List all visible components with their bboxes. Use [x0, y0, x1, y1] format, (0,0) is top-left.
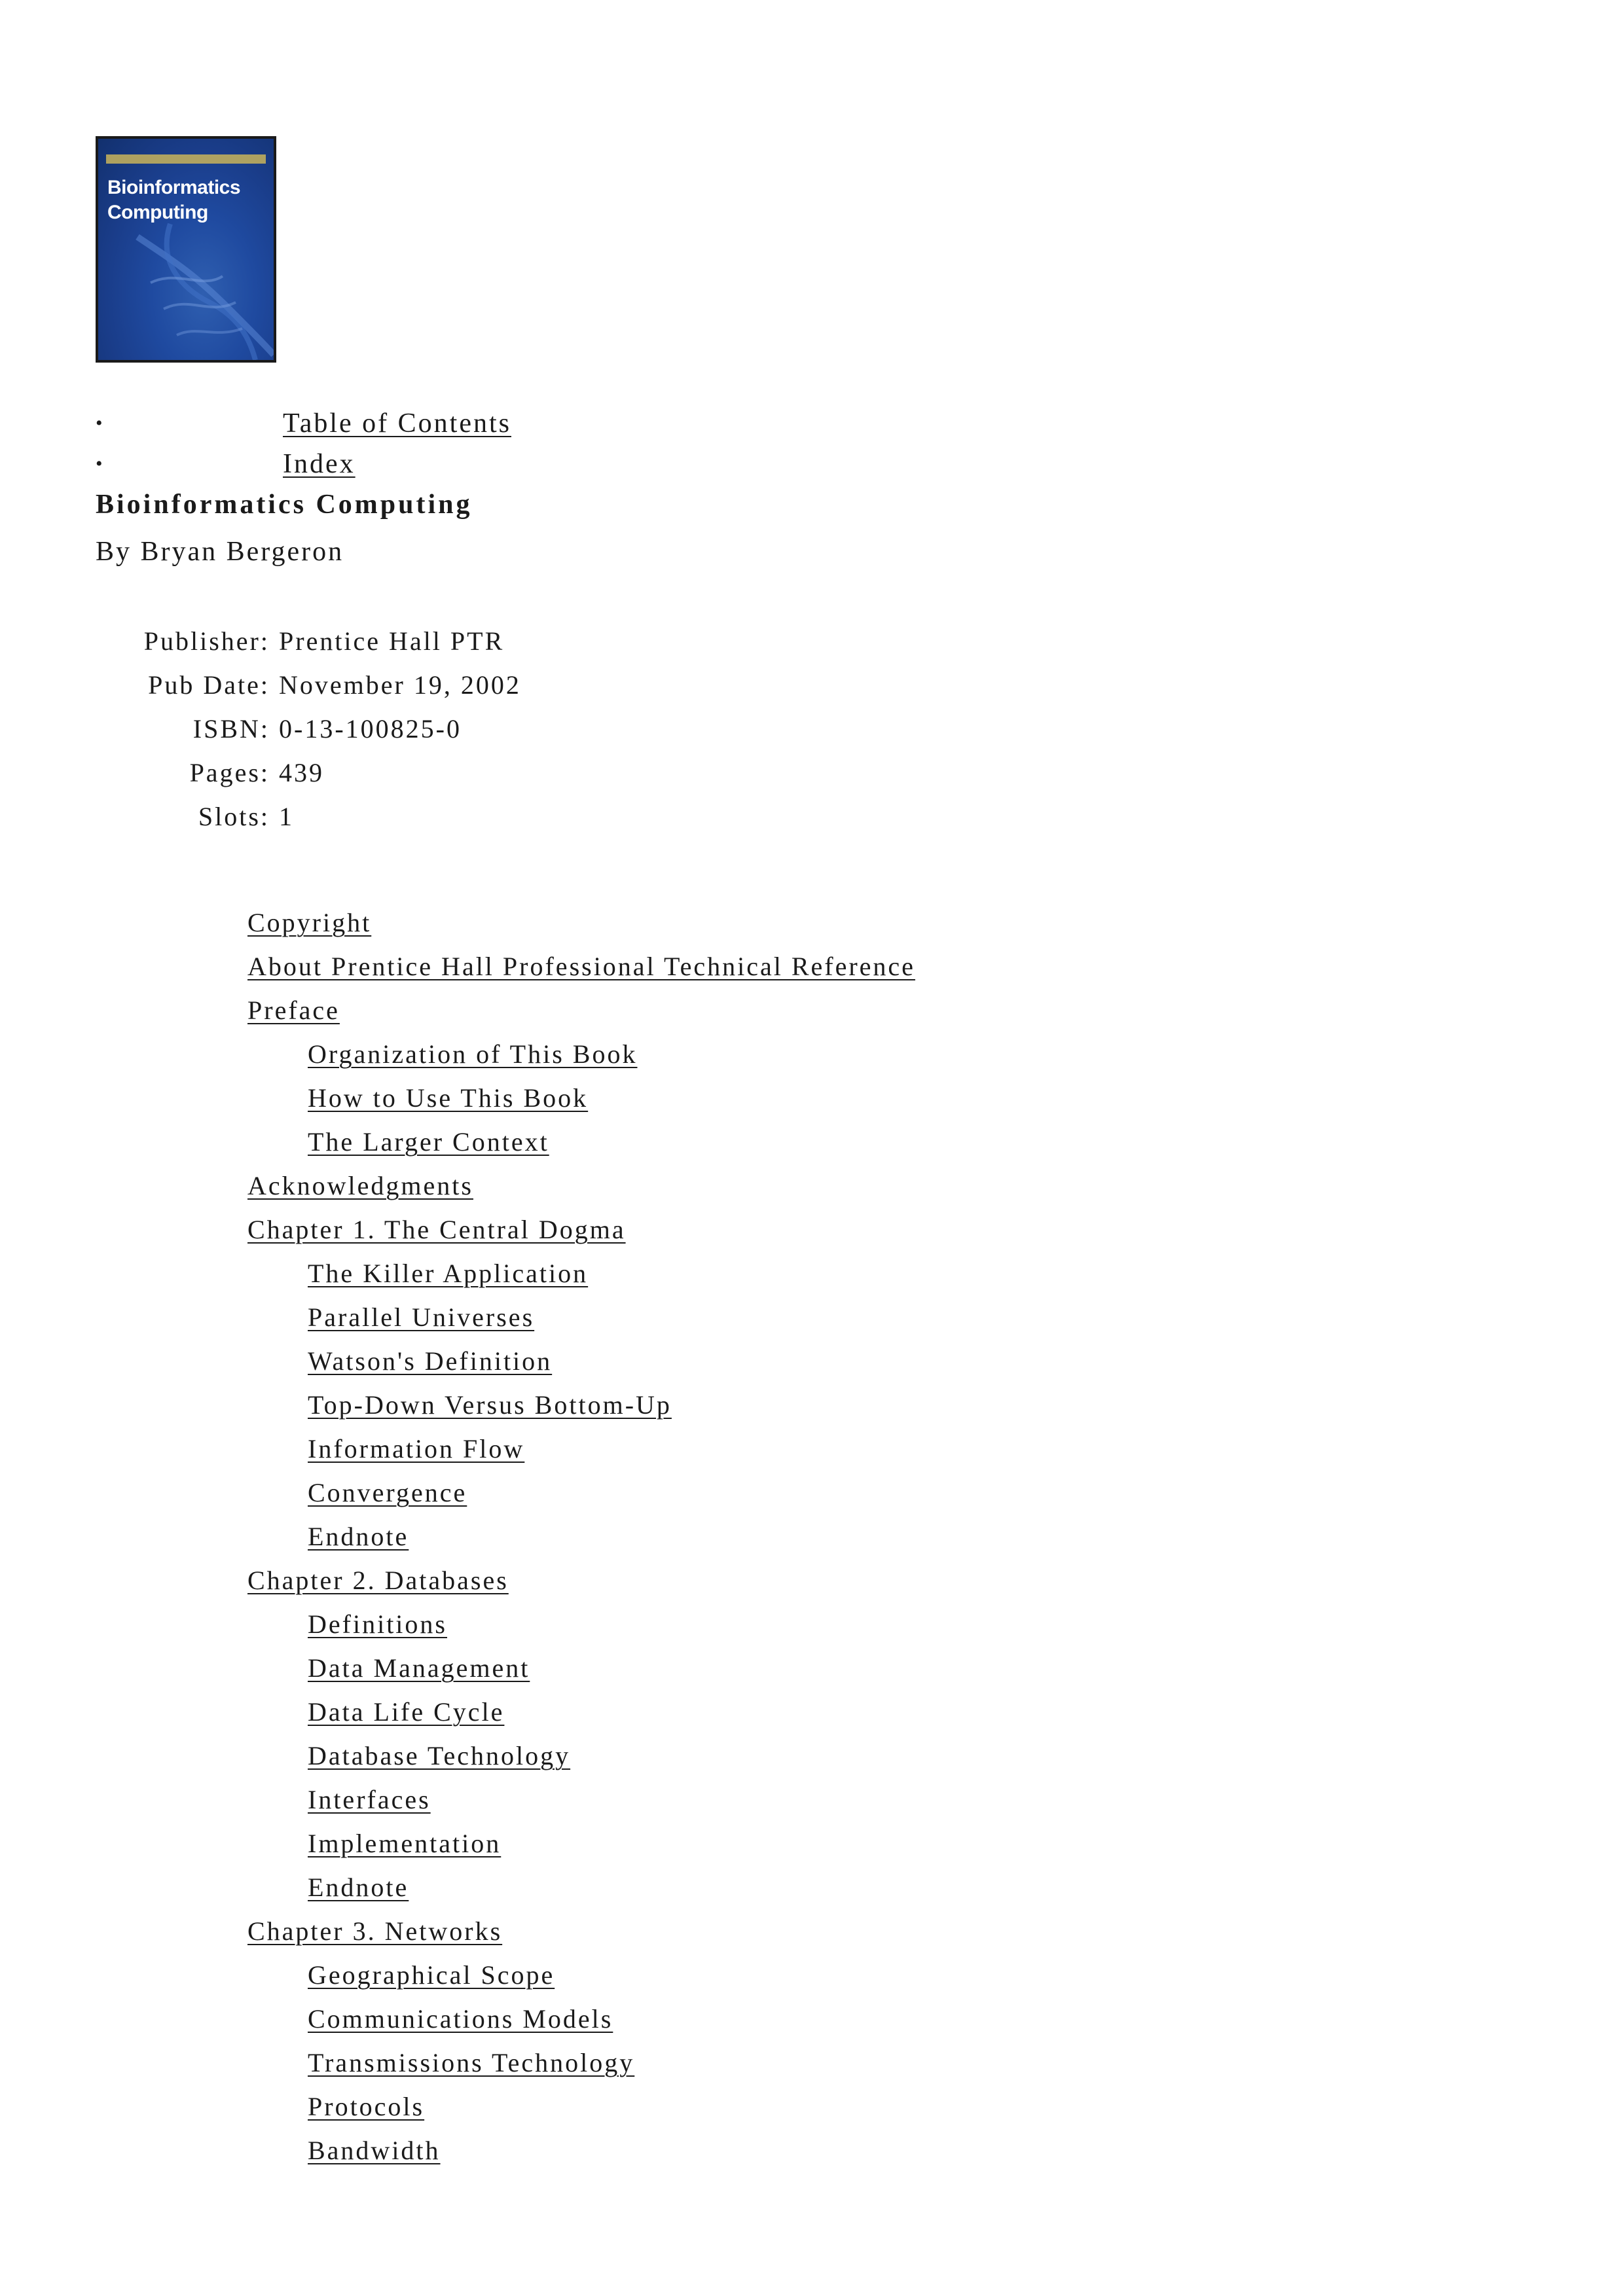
toc-subentry — [0, 2041, 915, 2085]
toc-subentry — [0, 1953, 915, 1997]
toc-link[interactable]: Transmissions Technology — [308, 2048, 635, 2077]
toc-link[interactable]: Copyright — [247, 908, 372, 937]
meta-value: Prentice Hall PTR — [279, 626, 505, 656]
toc-subentry — [0, 2128, 915, 2172]
meta-value: 439 — [279, 758, 324, 787]
toc-subentry — [0, 1251, 915, 1295]
toc-link[interactable]: Top-Down Versus Bottom-Up — [308, 1390, 672, 1420]
toc-link[interactable]: Endnote — [308, 1873, 409, 1902]
cover-series-band — [106, 154, 266, 164]
toc-entry — [0, 1208, 915, 1251]
toc-link[interactable]: Chapter 1. The Central Dogma — [247, 1215, 626, 1244]
meta-label: Publisher: — [143, 626, 270, 656]
toc-subentry — [0, 1076, 915, 1120]
toc-link[interactable]: Definitions — [308, 1609, 447, 1639]
toc-subentry — [0, 1427, 915, 1471]
toc-link[interactable]: Preface — [247, 996, 340, 1025]
toc-link[interactable]: Chapter 2. Databases — [247, 1566, 509, 1595]
bullet-icon: • — [96, 453, 105, 475]
bullet-icon: • — [96, 412, 105, 434]
toc-link[interactable]: Parallel Universes — [308, 1302, 535, 1332]
toc-subentry — [0, 1032, 915, 1076]
toc-link[interactable]: Chapter 3. Networks — [247, 1916, 503, 1946]
meta-label: Slots: — [198, 802, 270, 831]
toc-link[interactable]: The Killer Application — [308, 1259, 589, 1288]
toc-subentry — [0, 1339, 915, 1383]
cover-title-line-2: Computing — [107, 202, 208, 223]
toc-link[interactable]: Acknowledgments — [247, 1171, 473, 1200]
toc-subentry — [0, 1383, 915, 1427]
toc-link[interactable]: Watson's Definition — [308, 1346, 553, 1376]
toc-subentry — [0, 1778, 915, 1821]
toc-entry — [0, 988, 915, 1032]
toc-entry — [0, 1909, 915, 1953]
book-cover-image — [96, 136, 276, 363]
toc-link[interactable]: Implementation — [308, 1829, 501, 1858]
toc-subentry — [0, 2085, 915, 2128]
toc-link[interactable]: Organization of This Book — [308, 1039, 638, 1069]
toc-subentry — [0, 1646, 915, 1690]
toc-subentry — [0, 1295, 915, 1339]
table-of-contents-list — [0, 901, 915, 2172]
author-byline: By Bryan Bergeron — [96, 537, 344, 567]
dna-helix-illustration — [98, 139, 274, 360]
toc-subentry — [0, 1515, 915, 1558]
toc-link[interactable]: Data Management — [308, 1653, 530, 1683]
book-title: Bioinformatics Computing — [96, 490, 473, 520]
toc-link[interactable]: Endnote — [308, 1522, 409, 1551]
toc-link[interactable]: About Prentice Hall Professional Technical Reference — [247, 952, 915, 981]
toc-subentry — [0, 1821, 915, 1865]
toc-link[interactable]: Geographical Scope — [308, 1960, 555, 1990]
toc-subentry — [0, 1690, 915, 1734]
meta-label: ISBN: — [192, 714, 270, 744]
meta-value: November 19, 2002 — [279, 670, 521, 700]
toc-link[interactable]: The Larger Context — [308, 1127, 549, 1157]
toc-link[interactable]: How to Use This Book — [308, 1083, 589, 1113]
toc-entry — [0, 901, 915, 944]
index-link[interactable]: Index — [283, 449, 356, 479]
toc-subentry — [0, 1997, 915, 2041]
meta-value: 0-13-100825-0 — [279, 714, 462, 744]
toc-link[interactable]: Information Flow — [308, 1434, 525, 1463]
toc-link[interactable]: Interfaces — [308, 1785, 431, 1814]
toc-entry — [0, 944, 915, 988]
toc-link[interactable]: Convergence — [308, 1478, 467, 1507]
toc-link[interactable]: Database Technology — [308, 1741, 571, 1770]
toc-subentry — [0, 1865, 915, 1909]
meta-label: Pages: — [189, 758, 270, 787]
meta-value: 1 — [279, 802, 294, 831]
toc-link[interactable]: Bandwidth — [308, 2136, 441, 2165]
toc-subentry — [0, 1120, 915, 1164]
toc-subentry — [0, 1471, 915, 1515]
cover-title-line-1: Bioinformatics — [107, 177, 241, 198]
meta-label: Pub Date: — [148, 670, 270, 700]
toc-entry — [0, 1164, 915, 1208]
toc-subentry — [0, 1602, 915, 1646]
toc-entry — [0, 1558, 915, 1602]
toc-link[interactable]: Data Life Cycle — [308, 1697, 505, 1727]
table-of-contents-link[interactable]: Table of Contents — [283, 408, 511, 439]
cover-title — [107, 175, 240, 225]
toc-link[interactable]: Communications Models — [308, 2004, 613, 2034]
toc-subentry — [0, 1734, 915, 1778]
toc-link[interactable]: Protocols — [308, 2092, 425, 2121]
